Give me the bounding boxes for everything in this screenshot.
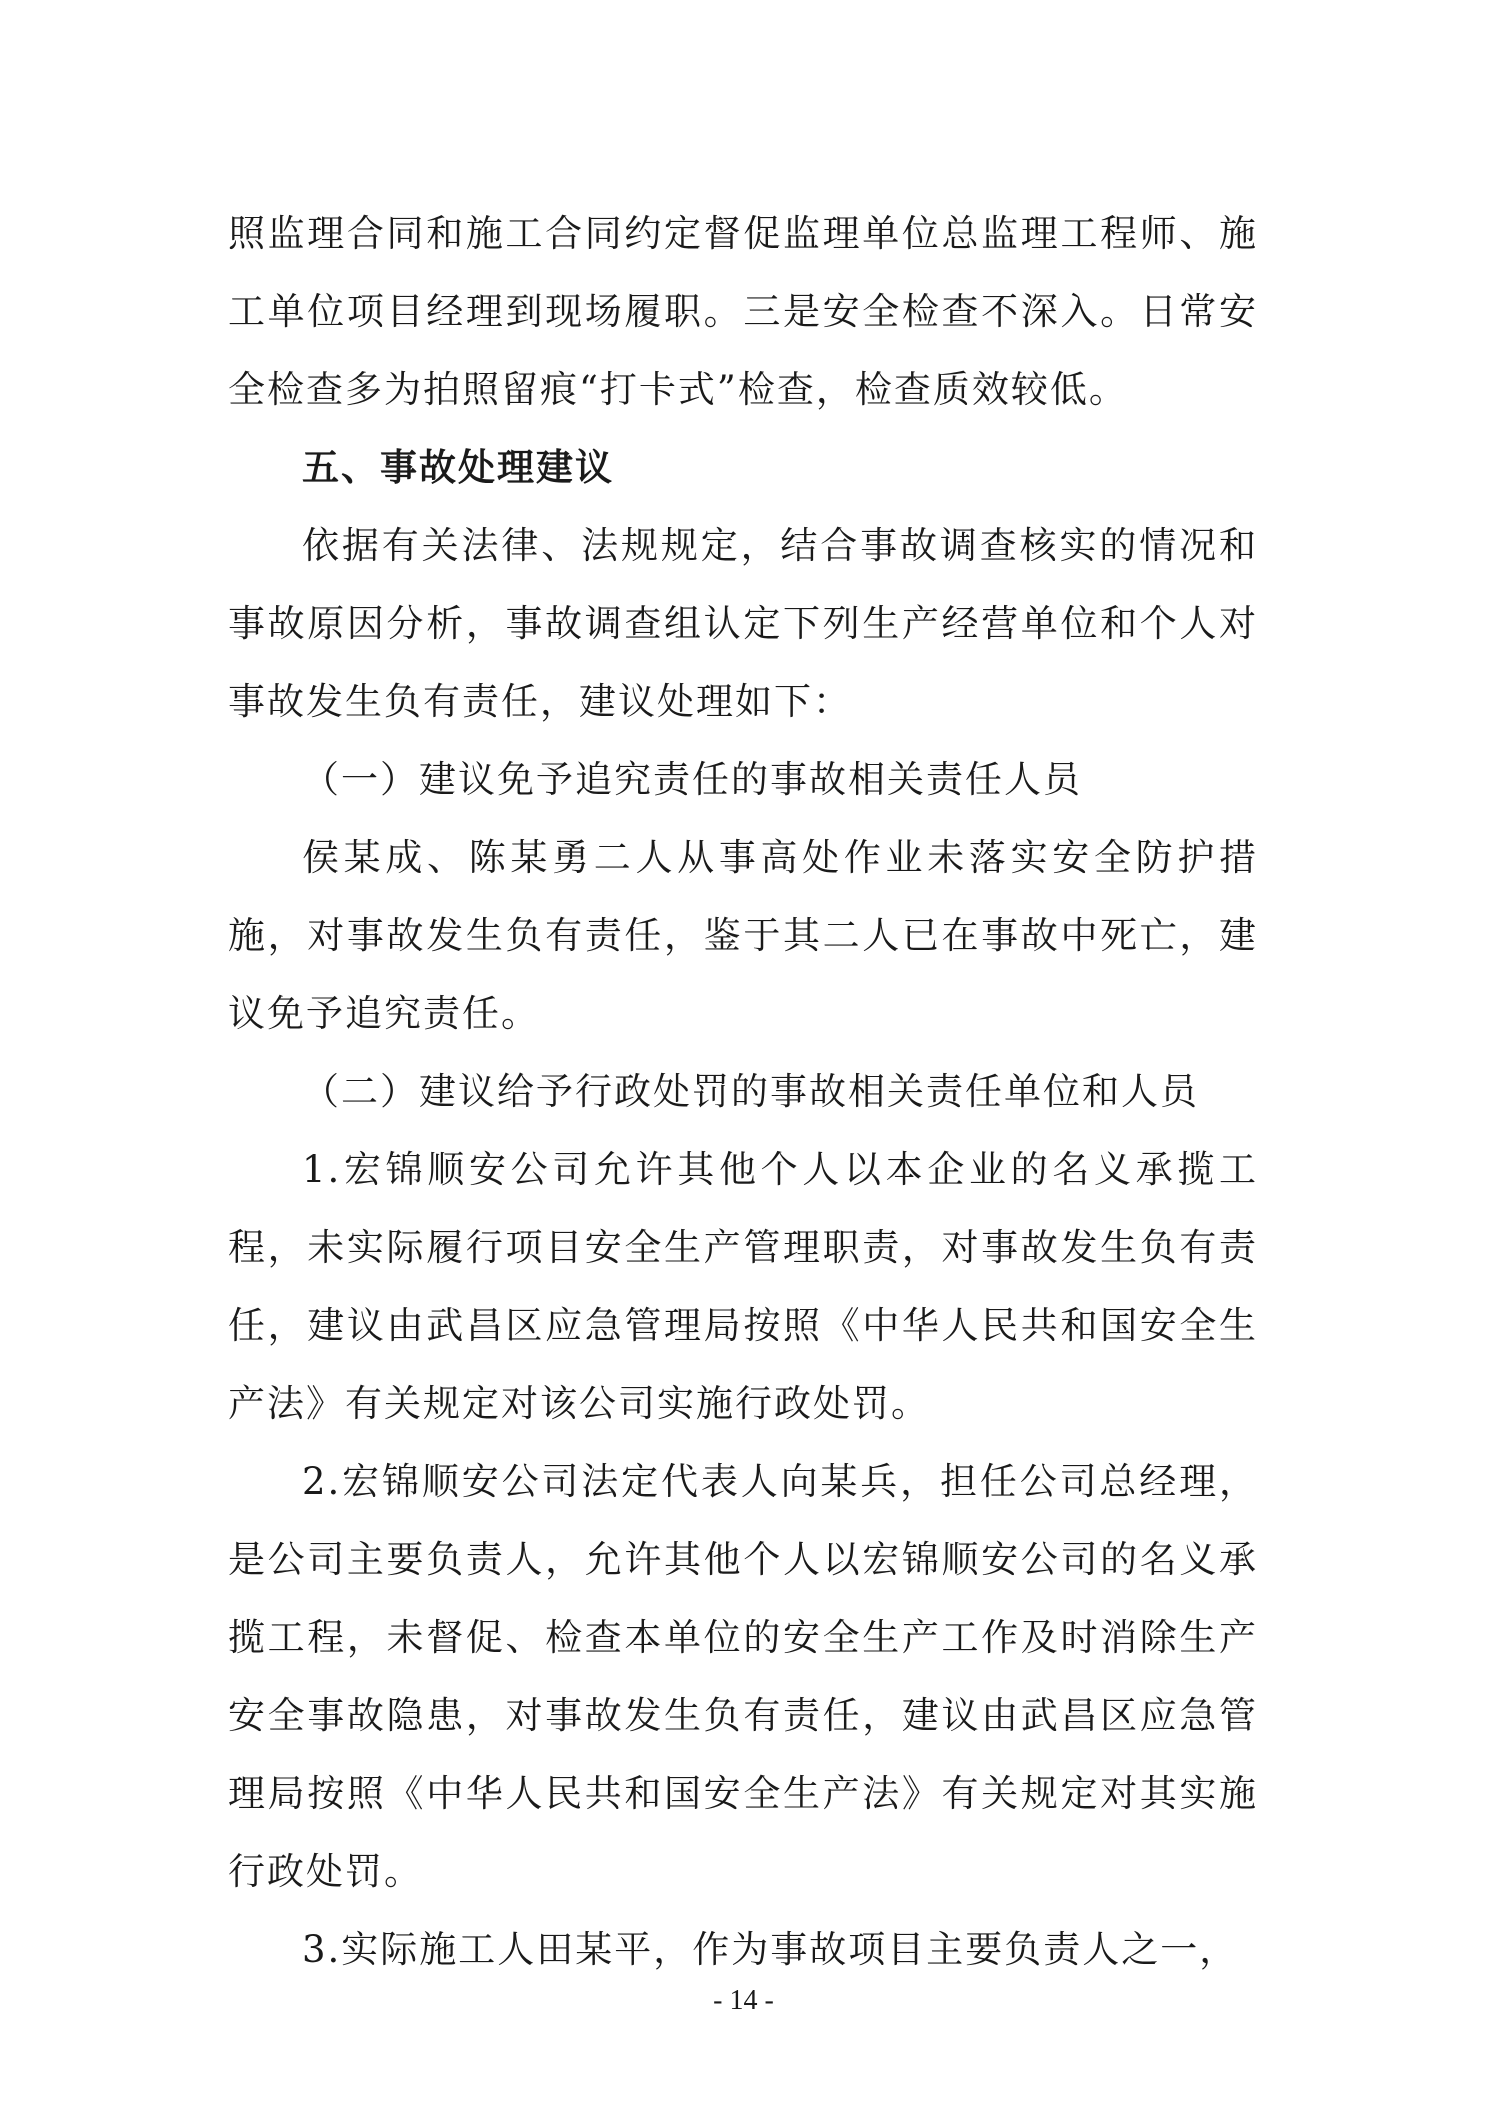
subsection-heading: （一）建议免予追究责任的事故相关责任人员 xyxy=(302,758,1082,801)
paragraph: 依据有关法律、法规规定，结合事故调查核实的情况和事故原因分析，事故调查组认定下列生产经营单位和个人对事故发生负有责任，建议处理如下： xyxy=(228,524,1258,723)
document-body xyxy=(228,195,1258,1989)
paragraph: 侯某成、陈某勇二人从事高处作业未落实安全防护措施，对事故发生负有责任，鉴于其二人已在事故中死亡，建议免予追究责任。 xyxy=(228,836,1258,1035)
paragraph: 3.实际施工人田某平，作为事故项目主要负责人之一， xyxy=(302,1928,1239,1971)
paragraph: 1.宏锦顺安公司允许其他个人以本企业的名义承揽工程，未实际履行项目安全生产管理职责，对事故发生负有责任，建议由武昌区应急管理局按照《中华人民共和国安全生产法》有关规定对该公司实施行政处罚。 xyxy=(228,1148,1258,1425)
paragraph: 2.宏锦顺安公司法定代表人向某兵，担任公司总经理，是公司主要负责人，允许其他个人以宏锦顺安公司的名义承揽工程，未督促、检查本单位的安全生产工作及时消除生产安全事故隐患，对事故发生负有责任，建议由武昌区应急管理局按照《中华人民共和国安全生产法》有关规定对其实施行政处罚。 xyxy=(228,1460,1258,1893)
page-number: - 14 - xyxy=(713,1985,774,2016)
section-heading: 五、事故处理建议 xyxy=(302,446,614,489)
subsection-heading: （二）建议给予行政处罚的事故相关责任单位和人员 xyxy=(302,1070,1199,1113)
paragraph-continuation: 照监理合同和施工合同约定督促监理单位总监理工程师、施工单位项目经理到现场履职。三是安全检查不深入。日常安全检查多为拍照留痕“打卡式”检查，检查质效较低。 xyxy=(228,212,1258,411)
